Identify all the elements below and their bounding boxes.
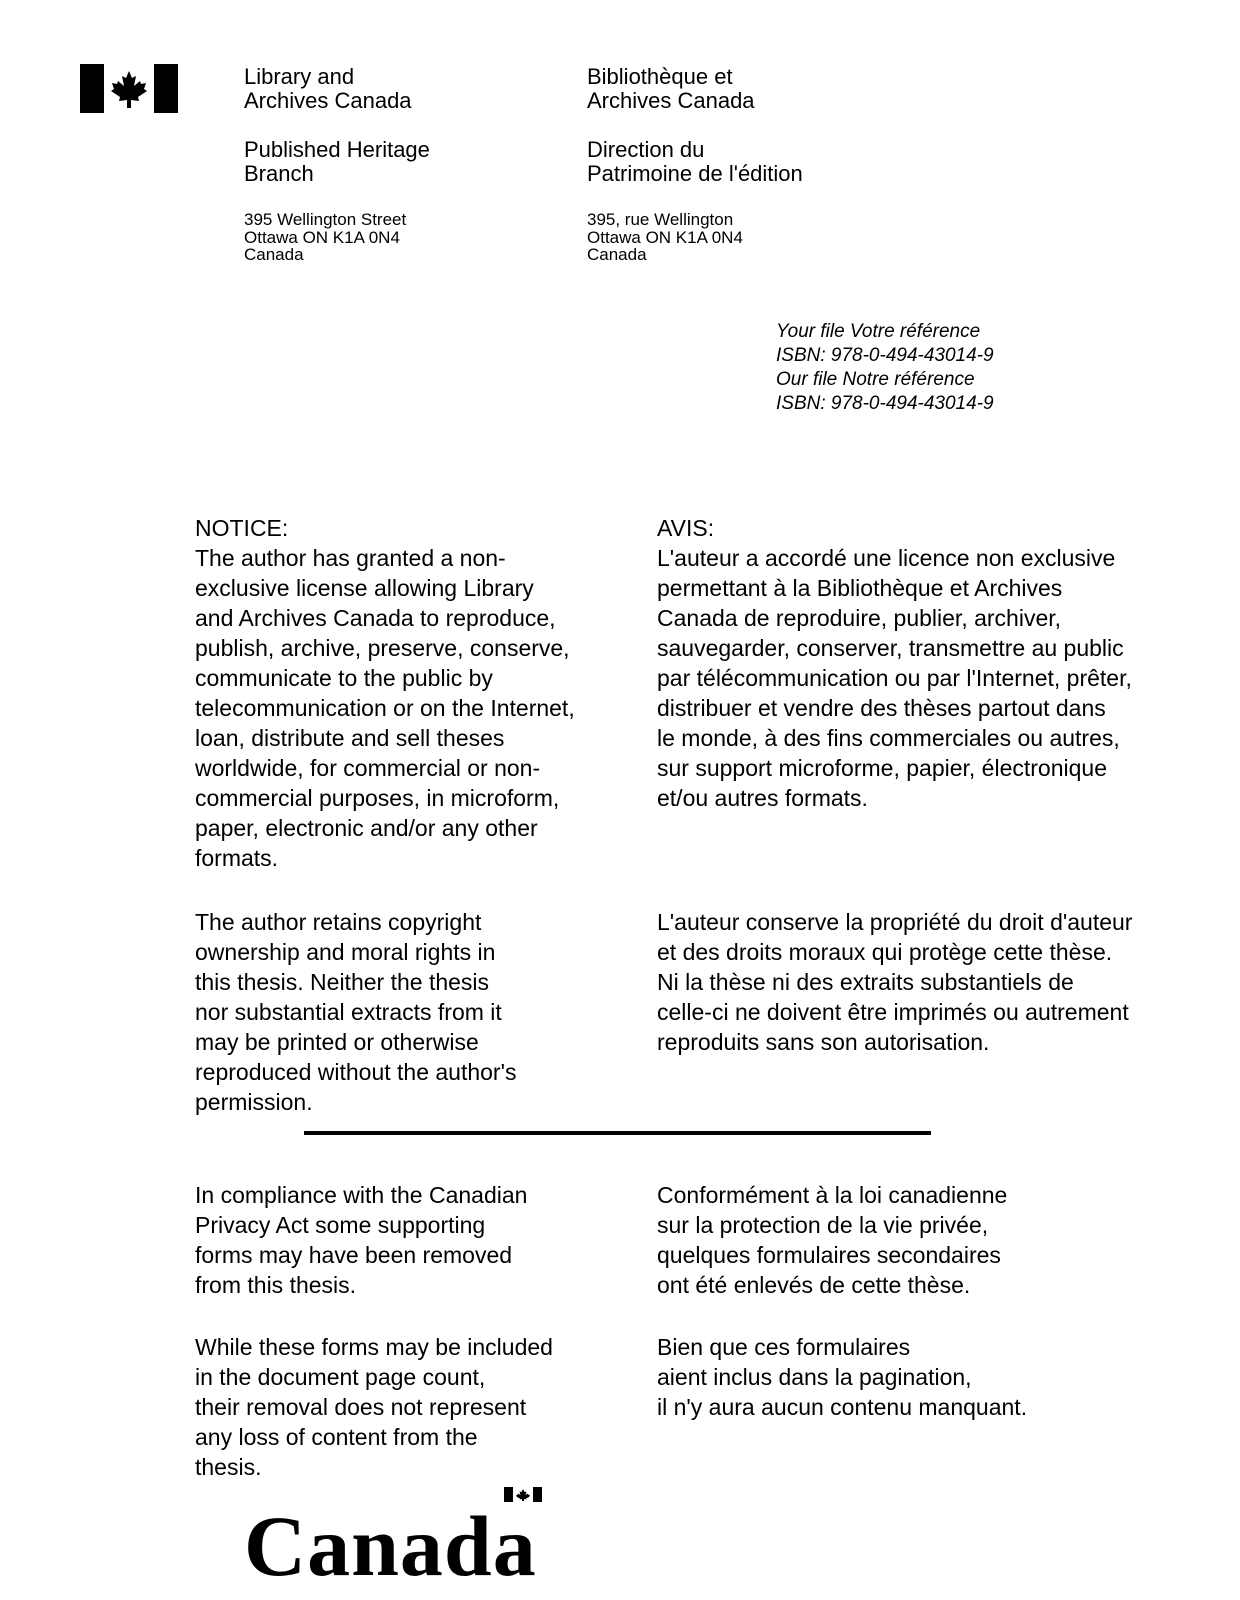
canada-wordmark: Canada	[244, 1498, 537, 1594]
copyright-text-en: The author retains copyright ownership and moral rights in this thesis. Neither the thesis nor substantial extracts from it may be printed or otherwise reproduced without the author's permission.	[195, 909, 517, 1115]
copyright-text-fr: L'auteur conserve la propriété du droit d'auteur et des droits moraux qui protège cette thèse. Ni la thèse ni des extraits substantiels de celle-ci ne doivent être imprimés ou autrement reproduits sans son autorisation.	[657, 909, 1133, 1055]
your-file-isbn: ISBN: 978-0-494-43014-9	[776, 345, 994, 366]
your-file-label: Your file Votre référence	[776, 321, 981, 342]
french-organization-name: Bibliothèque et Archives Canada	[587, 64, 755, 113]
canada-flag-icon	[80, 64, 178, 113]
french-branch-name: Direction du Patrimoine de l'édition	[587, 137, 803, 186]
our-file-isbn: ISBN: 978-0-494-43014-9	[776, 393, 994, 414]
notice-heading-fr: AVIS:	[657, 515, 715, 541]
notice-heading-en: NOTICE:	[195, 515, 289, 541]
section-divider	[304, 1131, 931, 1135]
file-references	[776, 320, 994, 416]
our-file-label: Our file Notre référence	[776, 369, 975, 390]
page-count-text-fr: Bien que ces formulaires aient inclus dans la pagination, il n'y aura aucun contenu manquant.	[657, 1334, 1028, 1420]
french-address: 395, rue Wellington Ottawa ON K1A 0N4 Canada	[587, 210, 743, 264]
privacy-text-en: In compliance with the Canadian Privacy Act some supporting forms may have been removed from this thesis.	[195, 1182, 528, 1298]
page-count-text-en: While these forms may be included in the document page count, their removal does not represent any loss of content from the thesis.	[195, 1334, 553, 1480]
english-address: 395 Wellington Street Ottawa ON K1A 0N4 Canada	[244, 210, 407, 264]
privacy-text-fr: Conformément à la loi canadienne sur la protection de la vie privée, quelques formulaires secondaires ont été enlevés de cette thèse.	[657, 1182, 1008, 1298]
english-branch-name: Published Heritage Branch	[244, 137, 430, 186]
english-organization-name: Library and Archives Canada	[244, 64, 412, 113]
notice-text-fr: L'auteur a accordé une licence non exclusive permettant à la Bibliothèque et Archives Canada de reproduire, publier, archiver, sauvegarder, conserver, transmettre au public par télécommunication ou par l'Internet, prêter, distribuer et vendre des thèses partout dans le monde, à des fins commerciales ou autres, sur support microforme, papier, électronique et/ou autres formats.	[657, 545, 1132, 811]
notice-text-en: The author has granted a non- exclusive license allowing Library and Archives Canada to reproduce, publish, archive, preserve, conserve, communicate to the public by telecommunication or on the Internet, loan, distribute and sell theses worldwide, for commercial or non- commercial purposes, in microform, paper, electronic and/or any other formats.	[195, 545, 575, 871]
